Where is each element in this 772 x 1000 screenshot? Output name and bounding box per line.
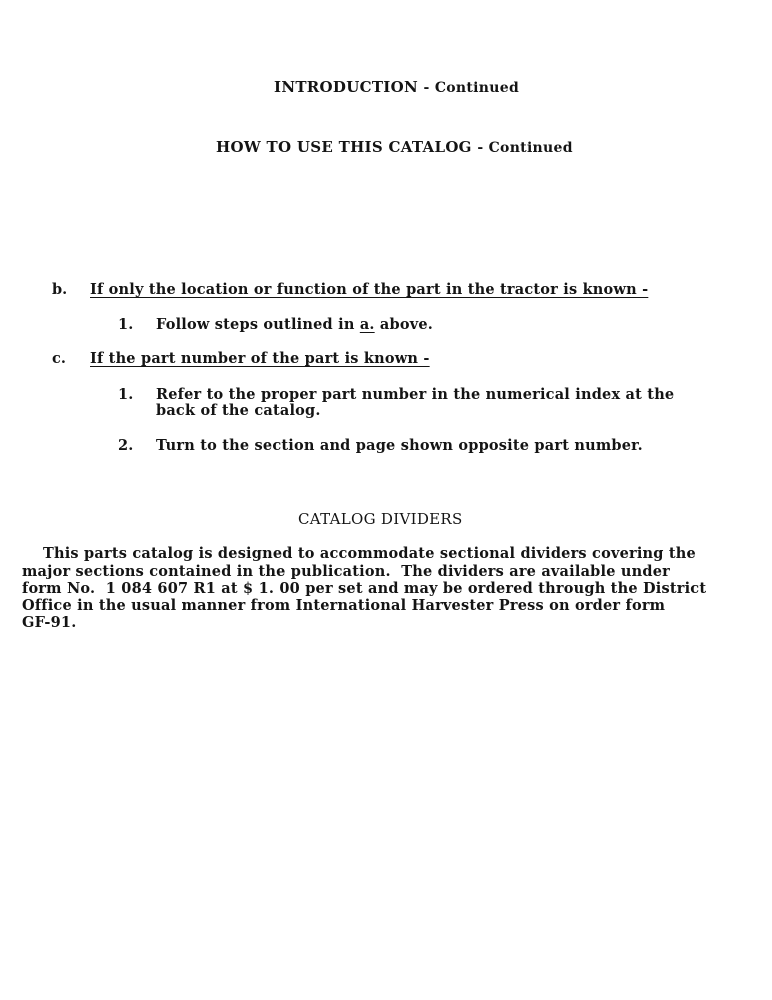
section-b-heading: If only the location or function of the part in the tractor is known - (90, 281, 649, 298)
section-c-heading: If the part number of the part is known - (90, 350, 430, 367)
section-c-step-2-number: 2. (118, 437, 134, 454)
dividers-paragraph-line-2: major sections contained in the publication. The dividers are available under (22, 563, 670, 580)
section-c-marker: c. (52, 350, 66, 367)
dividers-paragraph-line-5: GF-91. (22, 614, 77, 631)
section-c-step-1-line-1: Refer to the proper part number in the numerical index at the (156, 386, 675, 403)
page-subtitle-main: HOW TO USE THIS CATALOG (216, 138, 472, 156)
page-title (274, 78, 519, 96)
section-b-step-1-text (156, 316, 433, 333)
step-text-before: Follow steps outlined in (156, 316, 355, 333)
page-subtitle (216, 138, 573, 156)
section-c-step-2-text: Turn to the section and page shown opposite part number. (156, 437, 643, 454)
catalog-dividers-heading: CATALOG DIVIDERS (298, 510, 463, 528)
page-title-main: INTRODUCTION (274, 78, 419, 96)
page-title-suffix: - Continued (423, 80, 520, 96)
section-b-marker: b. (52, 281, 68, 298)
step-text-after: above. (379, 316, 434, 333)
dividers-paragraph-line-4: Office in the usual manner from International Harvester Press on order form (22, 597, 666, 614)
section-c-step-1-number: 1. (118, 386, 134, 403)
step-reference: a. (359, 316, 375, 333)
dividers-paragraph-line-3: form No. 1 084 607 R1 at $ 1. 00 per set and may be ordered through the District (22, 580, 707, 597)
section-c-step-1-line-2: back of the catalog. (156, 402, 321, 419)
dividers-paragraph-line-1: This parts catalog is designed to accommodate sectional dividers covering the (22, 545, 696, 562)
page-subtitle-suffix: - Continued (477, 140, 573, 156)
section-b-step-1-number: 1. (118, 316, 134, 333)
